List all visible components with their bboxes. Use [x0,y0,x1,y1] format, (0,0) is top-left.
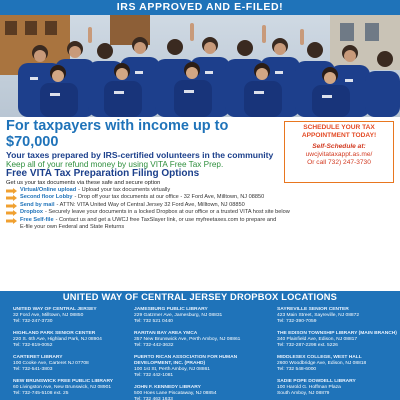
headline-sub: Your taxes prepared by IRS-certified volunteers in the community [6,150,274,160]
headline-tagline: Keep all of your refund money by using VITA Free Tax Prep. [6,160,224,169]
location-name: SADIE POPE DOWDELL LIBRARY [277,379,356,384]
orange-arrow-icon [6,195,17,201]
option-title: Dropbox [20,209,43,216]
location-phone: South Amboy, NJ 08879 [277,391,330,396]
option-mail [6,202,394,209]
vita-title: Free VITA Tax Preparation Filing Options [6,168,200,179]
location-name: HIGHLAND PARK SENIOR CENTER [13,331,96,336]
dropbox-locations [0,304,400,400]
vita-options [6,168,394,231]
option-desc: - Contact us and get a UWCJ free TaxSlayer link, or use myfreetaxes.com to prepare and [55,216,277,223]
top-banner [0,0,400,15]
location-phone: Tel: 732-287-2298 ext. 5226 [277,343,338,348]
schedule-line2: APPOINTMENT TODAY! [301,132,377,139]
orange-arrow-icon [6,218,17,224]
option-title: Second floor Lobby [20,194,73,201]
location-name: SAYREVILLE SENIOR CENTER [277,307,349,312]
location-phone: Tel: 732 442-1081 [134,373,174,378]
location-name: RARITAN BAY AREA YMCA [134,331,198,336]
locations-column-1 [13,307,143,400]
locations-column-3 [277,307,400,400]
banner-text: IRS APPROVED AND E-FILED! [116,1,284,13]
orange-arrow-icon [6,188,17,194]
location-item [13,379,143,397]
schedule-line3: Self-Schedule at: [312,143,366,150]
option-desc: - Securely leave your documents in a locked Dropbox at our office or a trusted VITA host site below [45,209,290,216]
location-phone: Tel: 732 548-6000 [277,367,317,372]
option-title: Free Self-file [20,216,54,223]
dropbox-title: UNITED WAY OF CENTRAL JERSEY DROPBOX LOCATIONS [62,292,338,302]
location-address: 220 S. 6th Ave, Highland Park, NJ 08904 [13,337,102,342]
location-address: 423 Main Street, Sayreville, NJ 08872 [277,313,360,318]
schedule-phone[interactable]: Or call 732) 247-3730 [307,159,371,166]
orange-arrow-icon [6,203,17,209]
location-name: UNITED WAY OF CENTRAL JERSEY [13,307,97,312]
location-item [277,331,400,349]
location-name: THE EDISON TOWNSHIP LIBRARY (MAIN BRANCH) [277,331,397,336]
option-title: Send by mail [20,201,55,208]
dropbox-banner [0,291,400,304]
option-desc: - Drop off your tax documents at our office - 32 Ford Ave, Milltown, NJ 08850 [74,194,265,201]
location-item [13,307,143,325]
location-phone: Tel: 732-442-3632 [134,343,174,348]
location-address: 60 Livingston Ave, New Brunswick, NJ 08901 [13,385,112,390]
location-phone: Tel: 732-745-5108 ext. 25 [13,391,69,396]
location-address: 500 Hoes Lane Piscataway, NJ 08854 [134,391,217,396]
location-item [134,385,264,400]
location-address: 357 New Brunswick Ave, Perth Amboy, NJ 08861 [134,337,241,342]
option-title: Virtual/Online upload [20,187,77,193]
location-name: PUERTO RICAN ASSOCIATION FOR HUMAN DEVELOPMENT, INC. (PRAHD) [134,355,238,366]
option-lobby [6,194,394,201]
option-continuation: E-file your own Federal and State Returns [20,224,125,231]
option-virtual [6,187,394,194]
location-address: 32 Ford Ave, Milltown, NJ 08850 [13,313,84,318]
location-address: 100 Cooke Ave, Carteret NJ 07708 [13,361,89,366]
location-item [277,307,400,325]
location-item [277,379,400,397]
location-item [134,355,264,379]
headline-block [6,118,282,170]
location-name: JOHN F. KENNEDY LIBRARY [134,385,201,390]
schedule-line1: SCHEDULE YOUR TAX [303,124,375,131]
location-phone: Tel: 732 463 1633 [134,397,173,400]
option-self-file [6,217,394,224]
location-address: 229 Gatzmer Ave, Jamesburg, NJ 08831 [134,313,223,318]
headline-main: For taxpayers with income up to $70,000 [6,118,229,150]
option-desc: - ATTN: VITA United Way of Central Jersey 32 Ford Ave, Milltown, NJ 08850 [56,201,245,208]
option-desc: - Upload your tax documents virtually [78,187,171,193]
location-name: MIDDLESEX COLLEGE, WEST HALL [277,355,362,360]
location-item [277,355,400,373]
location-phone: Tel: 732 521 0440 [134,319,173,324]
locations-column-2 [134,307,264,400]
location-item [134,307,264,325]
location-address: 340 Plainfield Ave, Edison, NJ 08817 [277,337,358,342]
location-phone: Tel: 732-247-3730 [13,319,53,324]
location-name: CARTERET LIBRARY [13,355,63,360]
location-item [13,355,143,373]
volunteer-group-photo [0,15,400,117]
location-address: 100 Harold G. Hoffman Plaza [277,385,341,390]
schedule-link[interactable]: uwcjvitataxappt.as.me/ [305,151,373,158]
vita-subtitle: Get us your tax documents via these safe and secure option [6,180,161,186]
location-phone: Tel: 732-390-7059 [277,319,317,324]
option-dropbox [6,209,394,216]
location-address: 100 1st St, Perth Amboy, NJ 08861 [134,367,211,372]
location-name: NEW BRUNSWICK FREE PUBLIC LIBRARY [13,379,114,384]
location-item [13,331,143,349]
location-phone: Tel: 732-819-0052 [13,343,53,348]
location-address: 2600 Woodbridge Ave, Edison, NJ 08818 [277,361,367,366]
location-phone: Tel: 732-541-3803 [13,367,53,372]
orange-arrow-icon [6,210,17,216]
location-name: JAMESBURG PUBLIC LIBRARY [134,307,208,312]
location-item [134,331,264,349]
